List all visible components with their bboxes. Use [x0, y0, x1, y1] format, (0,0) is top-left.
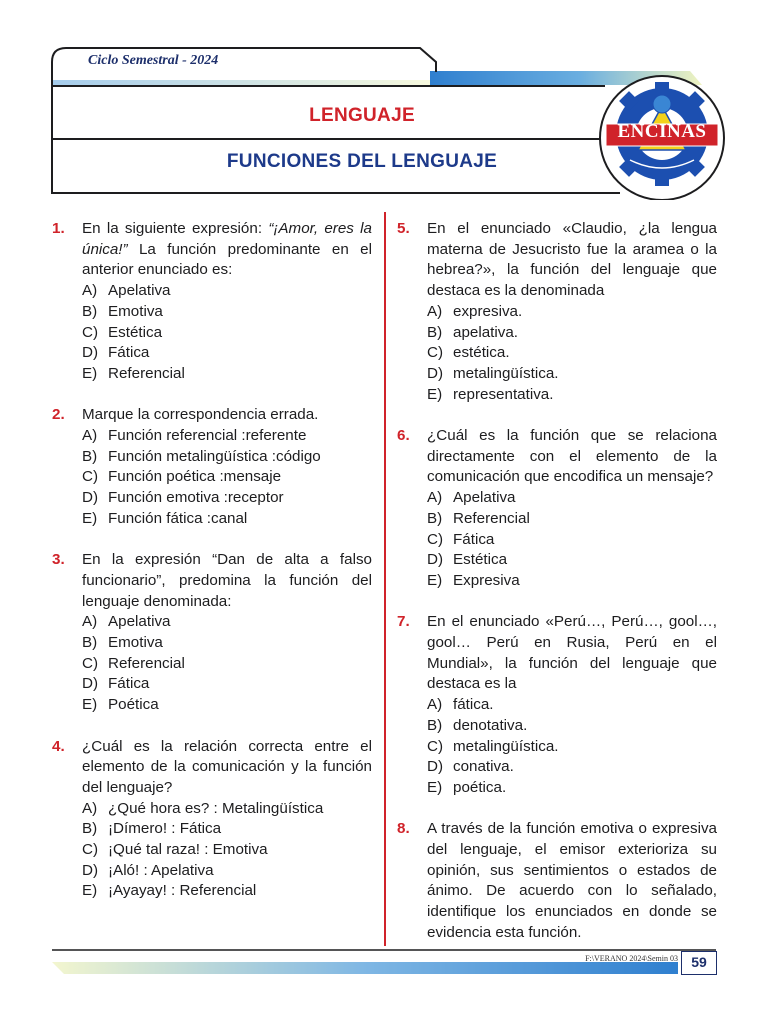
option-d: D) Fática	[82, 675, 150, 693]
option-b: B) Emotiva	[82, 302, 163, 320]
option-c: C) Función poética :mensaje	[82, 468, 282, 486]
question-text: En la expresión “Dan de alta a falso funcionario”, predomina la función del lenguaje denominada:	[82, 551, 372, 610]
option-c: C) metalingüística.	[427, 737, 559, 755]
cycle-label: Ciclo Semestral - 2024	[88, 53, 219, 68]
option-b: B) Referencial	[427, 509, 530, 527]
question-text: ¿Cuál es la relación correcta entre el elemento de la comunicación y la función del lenguaje?	[82, 737, 372, 796]
option-a: A) expresiva.	[427, 302, 523, 320]
option-e: E) Referencial	[82, 364, 185, 382]
question-8	[397, 819, 717, 943]
option-c: C) Estética	[82, 323, 163, 341]
option-d: D) Función emotiva :receptor	[82, 489, 284, 507]
footer-file-code: F:\VERANO 2024\Semin 03	[585, 954, 678, 963]
option-e: E) ¡Ayayay! : Referencial	[82, 882, 257, 900]
option-a: A) ¿Qué hora es? : Metalingüística	[82, 799, 324, 817]
question-text: En el enunciado «Claudio, ¿la lengua materna de Jesucristo fue la aramea o la hebrea?», la función del lenguaje que destaca es la denominada	[427, 220, 717, 300]
question-number: 1.	[52, 220, 65, 237]
option-e: E) Expresiva	[427, 571, 520, 589]
option-d: D) conativa.	[427, 758, 514, 776]
question-text: En el enunciado «Perú…, Perú…, gool…, gool… Perú en Rusia, Perú en el Mundial», la función del lenguaje que destaca es la	[427, 613, 717, 693]
page-number: 59	[681, 951, 717, 975]
option-a: A) fática.	[427, 696, 494, 714]
option-a: A) Apelativa	[427, 489, 516, 507]
question-text: En la siguiente expresión: “¡Amor, eres la única!” La función predominante en el anterior enunciado es:	[82, 220, 372, 279]
option-c: C) Referencial	[82, 654, 185, 672]
question-text: Marque la correspondencia errada.	[82, 406, 319, 424]
option-d: D) Estética	[427, 551, 508, 569]
option-d: D) metalingüística.	[427, 364, 559, 382]
question-5	[397, 219, 717, 405]
option-e: E) Poética	[82, 696, 159, 714]
question-4	[52, 737, 372, 903]
option-a: A) Apelativa	[82, 613, 171, 631]
option-a: A) Función referencial :referente	[82, 427, 307, 445]
question-number: 6.	[397, 427, 410, 445]
option-e: E) Función fática :canal	[82, 509, 248, 527]
right-column	[397, 219, 717, 964]
question-1	[52, 219, 372, 385]
option-e: E) poética.	[427, 778, 507, 796]
option-e: E) representativa.	[427, 385, 554, 403]
question-number: 5.	[397, 220, 410, 237]
question-7	[397, 612, 717, 798]
question-6	[397, 426, 717, 592]
left-column	[52, 219, 372, 923]
option-b: B) Función metalingüística :código	[82, 447, 321, 465]
column-divider	[384, 212, 386, 946]
question-number: 3.	[52, 551, 65, 569]
option-a: A) Apelativa	[82, 282, 171, 300]
option-c: C) Fática	[427, 530, 495, 548]
option-d: D) ¡Aló! : Apelativa	[82, 861, 214, 879]
option-b: B) ¡Dímero! : Fática	[82, 820, 222, 838]
question-text: ¿Cuál es la función que se relaciona directamente con el elemento de la comunicación que encodifica un mensaje?	[427, 427, 717, 486]
question-number: 4.	[52, 737, 65, 755]
question-number: 7.	[397, 613, 410, 631]
option-b: B) apelativa.	[427, 323, 519, 341]
question-3	[52, 550, 372, 716]
logo-wordmark: ENCINAS	[617, 121, 707, 142]
option-b: B) denotativa.	[427, 716, 528, 734]
option-c: C) ¡Qué tal raza! : Emotiva	[82, 841, 268, 859]
option-d: D) Fática	[82, 344, 150, 362]
question-2	[52, 405, 372, 529]
subject-title: LENGUAJE	[309, 105, 415, 126]
question-number: 8.	[397, 820, 410, 838]
option-b: B) Emotiva	[82, 634, 163, 652]
question-text: A través de la función emotiva o expresiva del lenguaje, el emisor exterioriza su opinión, sus sentimientos o estados de ánimo. De acuerdo con lo señalado, identifique los enunciados en donde se evidencia esta función.	[427, 820, 717, 941]
option-c: C) estética.	[427, 344, 510, 362]
topic-title: FUNCIONES DEL LENGUAJE	[226, 151, 498, 172]
question-number: 2.	[52, 406, 65, 424]
